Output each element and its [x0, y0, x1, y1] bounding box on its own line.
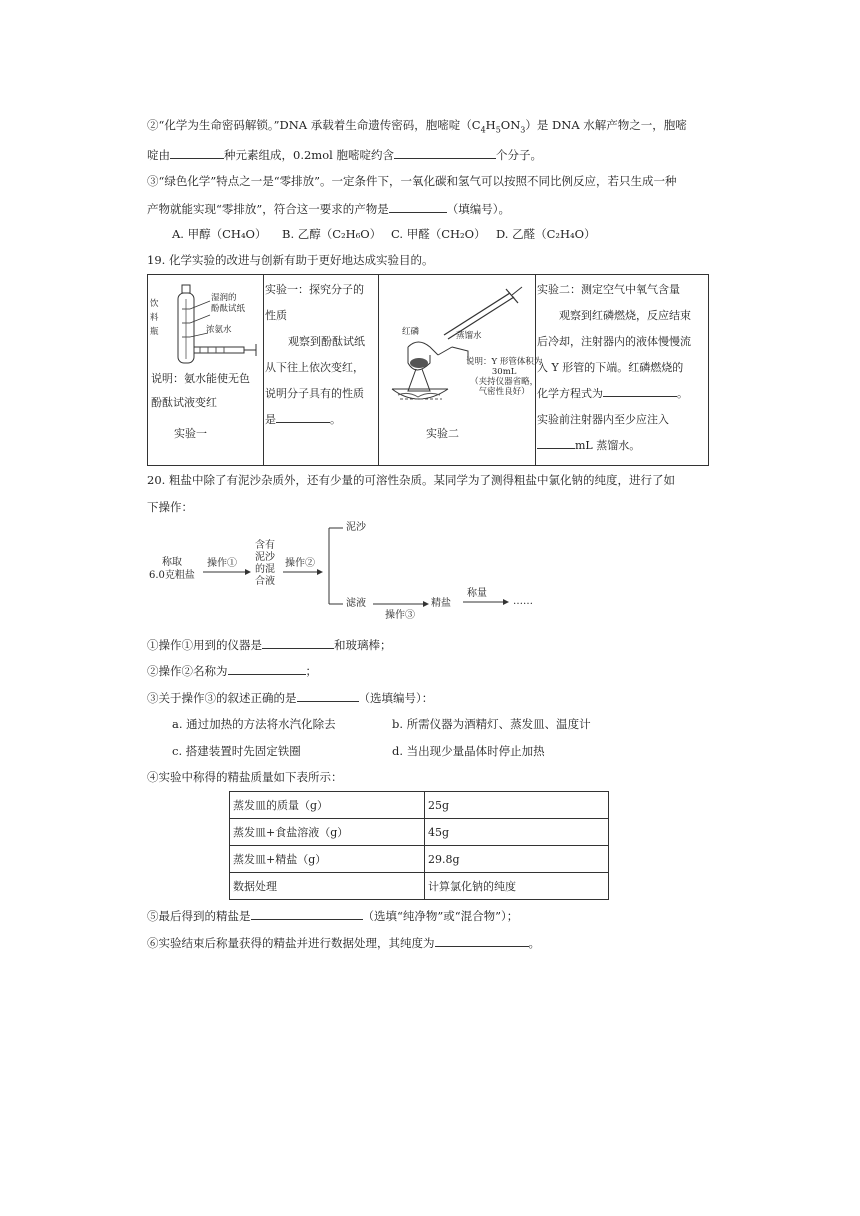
phenolphthalein-paper-label: 湿润的 酚酞试纸 — [211, 293, 246, 314]
answer-blank[interactable] — [389, 200, 447, 213]
q20-sub1: ①操作①用到的仪器是 和玻璃棒； — [147, 638, 392, 652]
q20-title-line1: 20. 粗盐中除了有泥沙杂质外，还有少量的可溶性杂质。某同学为了测得粗盐中氯化钠的纯度，进行了如 — [147, 473, 675, 487]
distilled-water-label: 蒸馏水 — [456, 331, 482, 341]
flow-refined-salt: 精盐 — [431, 598, 451, 609]
table-row: 蒸发皿+精盐（g） 29.8g — [230, 846, 609, 873]
flow-mixture: 含有 泥沙 的混 合液 — [255, 540, 275, 587]
ammonia-label: 浓氨水 — [206, 325, 232, 335]
table-row: 蒸发皿的质量（g） 25g — [230, 792, 609, 819]
q20-sub4: ④实验中称得的精盐质量如下表所示： — [147, 770, 343, 784]
answer-blank[interactable] — [435, 934, 529, 947]
answer-blank[interactable] — [603, 384, 677, 397]
bottle-label: 饮 料 瓶 — [150, 299, 159, 337]
option-d: D. 乙醛（C₂H₄O） — [496, 227, 596, 241]
choice-a: a. 通过加热的方法将水汽化除去 — [172, 717, 336, 731]
answer-blank[interactable] — [537, 436, 575, 449]
option-c: C. 甲醛（CH₂O） — [391, 227, 486, 241]
q20-title-line2: 下操作： — [147, 500, 193, 514]
exp1-caption: 实验一 — [174, 427, 207, 440]
answer-blank[interactable] — [276, 410, 330, 423]
flow-op3: 操作③ — [385, 610, 415, 621]
table-row: 蒸发皿+食盐溶液（g） 45g — [230, 819, 609, 846]
q19-title: 19. 化学实验的改进与创新有助于更好地达成实验目的。 — [147, 253, 434, 267]
exp1-note: 说明：氨水能使无色 酚酞试液变红 — [151, 372, 250, 409]
exp2-text-cell: 实验二：测定空气中氧气含量 观察到红磷燃烧，反应结束 后冷却，注射器内的液体慢慢流 入 Y 形管的下端。红磷燃烧的 化学方程式为 。 实验前注射器内至少应注入 mL 蒸馏水。 — [537, 283, 691, 452]
experiment-table — [147, 274, 709, 466]
flow-arrows — [147, 518, 537, 626]
flow-sediment: 泥沙 — [346, 522, 366, 533]
flow-start: 称取 6.0克粗盐 — [149, 557, 195, 581]
flow-op1: 操作① — [207, 558, 237, 569]
y-tube-apparatus-diagram — [378, 279, 535, 419]
answer-blank[interactable] — [297, 689, 359, 702]
q18-part2-line2: 啶由 种元素组成，0.2mol 胞嘧啶约含 个分子。 — [147, 148, 542, 162]
table-row: 数据处理 计算氯化钠的纯度 — [230, 873, 609, 900]
answer-blank[interactable] — [262, 636, 334, 649]
choice-c: c. 搭建装置时先固定铁圈 — [172, 744, 301, 758]
exp1-text-cell: 实验一：探究分子的 性质 观察到酚酞试纸 从下往上依次变红， 说明分子具有的性质 是 。 — [263, 275, 379, 465]
exp2-caption: 实验二 — [426, 427, 459, 440]
q20-sub2: ②操作②名称为 ； — [147, 664, 317, 678]
answer-blank[interactable] — [228, 662, 306, 675]
answer-blank[interactable] — [170, 146, 224, 159]
q18-part3-line2: 产物就能实现“零排放”，符合这一要求的产物是 （填编号）。 — [147, 202, 511, 216]
exp1-figure-cell — [148, 275, 264, 465]
exp2-figure-cell — [378, 275, 543, 465]
flow-weigh: 称量 — [467, 588, 487, 599]
q18-part2-line1: ②“化学为生命密码解锁。”DNA 承载着生命遗传密码，胞嘧啶$(C_4H_5ON_3)$是 DNA 水解产物之一，胞嘧 — [147, 118, 687, 135]
flow-op2: 操作② — [285, 558, 315, 569]
exp2-note: 说明：Y 形管体积为 30mL （夹持仪器省略， 气密性良好） — [466, 357, 543, 397]
choice-b: b. 所需仪器为酒精灯、蒸发皿、温度计 — [392, 717, 591, 731]
process-flow-diagram — [147, 518, 537, 626]
flow-ellipsis: …… — [513, 596, 533, 607]
flow-filtrate: 滤液 — [346, 598, 366, 609]
answer-blank[interactable] — [251, 907, 363, 920]
option-b: B. 乙醇（C₂H₆O） — [282, 227, 382, 241]
q20-sub5: ⑤最后得到的精盐是 （选填“纯净物”或“混合物”）； — [147, 909, 519, 923]
q20-sub3: ③关于操作③的叙述正确的是 （选填编号）： — [147, 691, 434, 705]
q20-sub6: ⑥实验结束后称量获得的精盐并进行数据处理，其纯度为 。 — [147, 936, 540, 950]
salt-mass-table — [229, 791, 609, 900]
red-phosphorus-label: 红磷 — [402, 327, 420, 337]
choice-d: d. 当出现少量晶体时停止加热 — [392, 744, 545, 758]
answer-blank[interactable] — [394, 146, 496, 159]
option-a: A. 甲醇（CH₄O） — [172, 227, 267, 241]
q18-part3-line1: ③“绿色化学”特点之一是“零排放”。一定条件下，一氧化碳和氢气可以按照不同比例反应，若只生成一种 — [147, 174, 677, 188]
